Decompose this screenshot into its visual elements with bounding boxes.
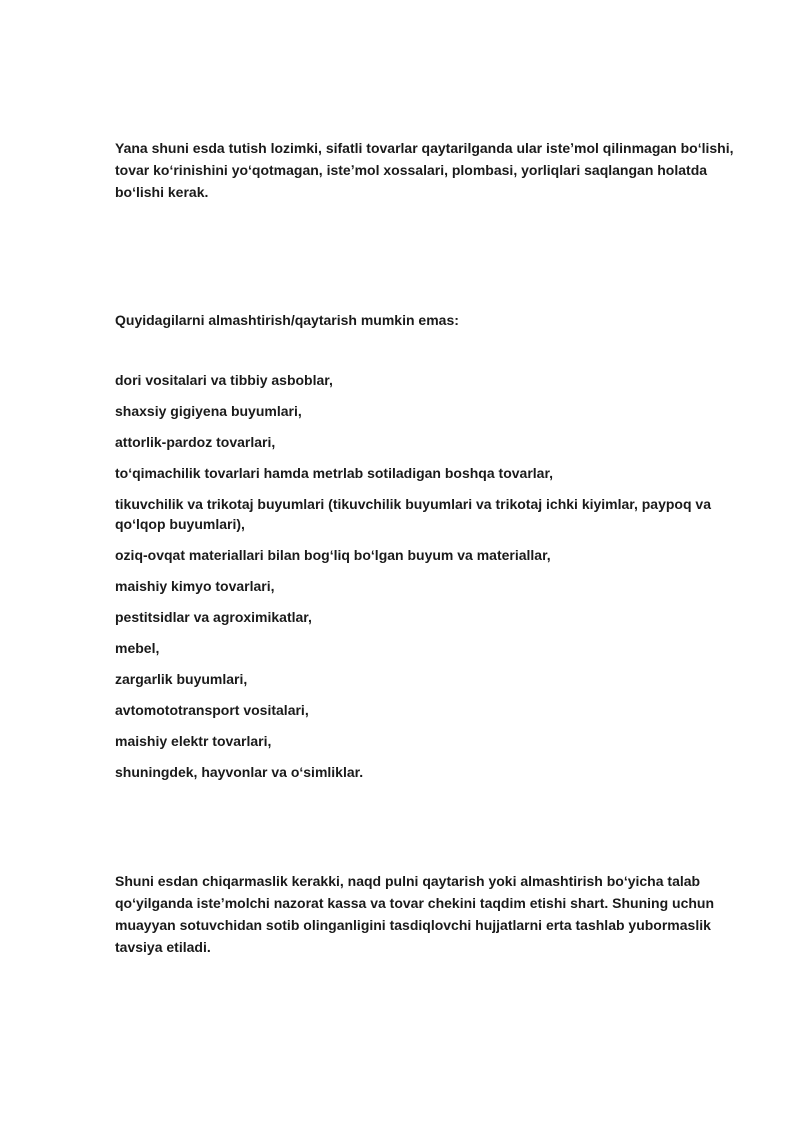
- list-item: shuningdek, hayvonlar va oʻsimliklar.: [115, 764, 364, 780]
- list-item: mebel,: [115, 640, 160, 656]
- list-item: tikuvchilik va trikotaj buyumlari (tikuvchilik buyumlari va trikotaj ichki kiyimlar, paypoq va qoʻlqop buyumlari),: [115, 496, 711, 532]
- closing-paragraph: Shuni esdan chiqarmaslik kerakki, naqd pulni qaytarish yoki almashtirish boʻyicha talab qoʻyilganda isteʼmolchi nazorat kassa va tovar chekini taqdim etishi shart. Shuning uchun muayyan sotuvchidan sotib olinganligini tasdiqlovchi hujjatlarni erta tashlab yubormaslik tavsiya etiladi.: [115, 873, 715, 955]
- list-item: toʻqimachilik tovarlari hamda metrlab sotiladigan boshqa tovarlar,: [115, 465, 554, 481]
- intro-paragraph: Yana shuni esda tutish lozimki, sifatli tovarlar qaytarilganda ular isteʼmol qilinmagan boʻlishi, tovar koʻrinishini yoʻqotmagan, isteʼmol xossalari, plombasi, yorliqlari saqlangan holatda boʻlishi kerak.: [115, 140, 734, 200]
- list-item: dori vositalari va tibbiy asboblar,: [115, 372, 333, 388]
- non-returnable-items-list: [115, 370, 755, 793]
- list-item: oziq-ovqat materiallari bilan bogʻliq boʻlgan buyum va materiallar,: [115, 547, 551, 563]
- list-item: avtomototransport vositalari,: [115, 702, 309, 718]
- list-item: zargarlik buyumlari,: [115, 671, 248, 687]
- list-item: attorlik-pardoz tovarlari,: [115, 434, 276, 450]
- list-item: maishiy elektr tovarlari,: [115, 733, 272, 749]
- list-item: pestitsidlar va agroximikatlar,: [115, 609, 312, 625]
- list-heading: Quyidagilarni almashtirish/qaytarish mumkin emas:: [115, 312, 459, 328]
- list-item: maishiy kimyo tovarlari,: [115, 578, 275, 594]
- list-item: shaxsiy gigiyena buyumlari,: [115, 403, 302, 419]
